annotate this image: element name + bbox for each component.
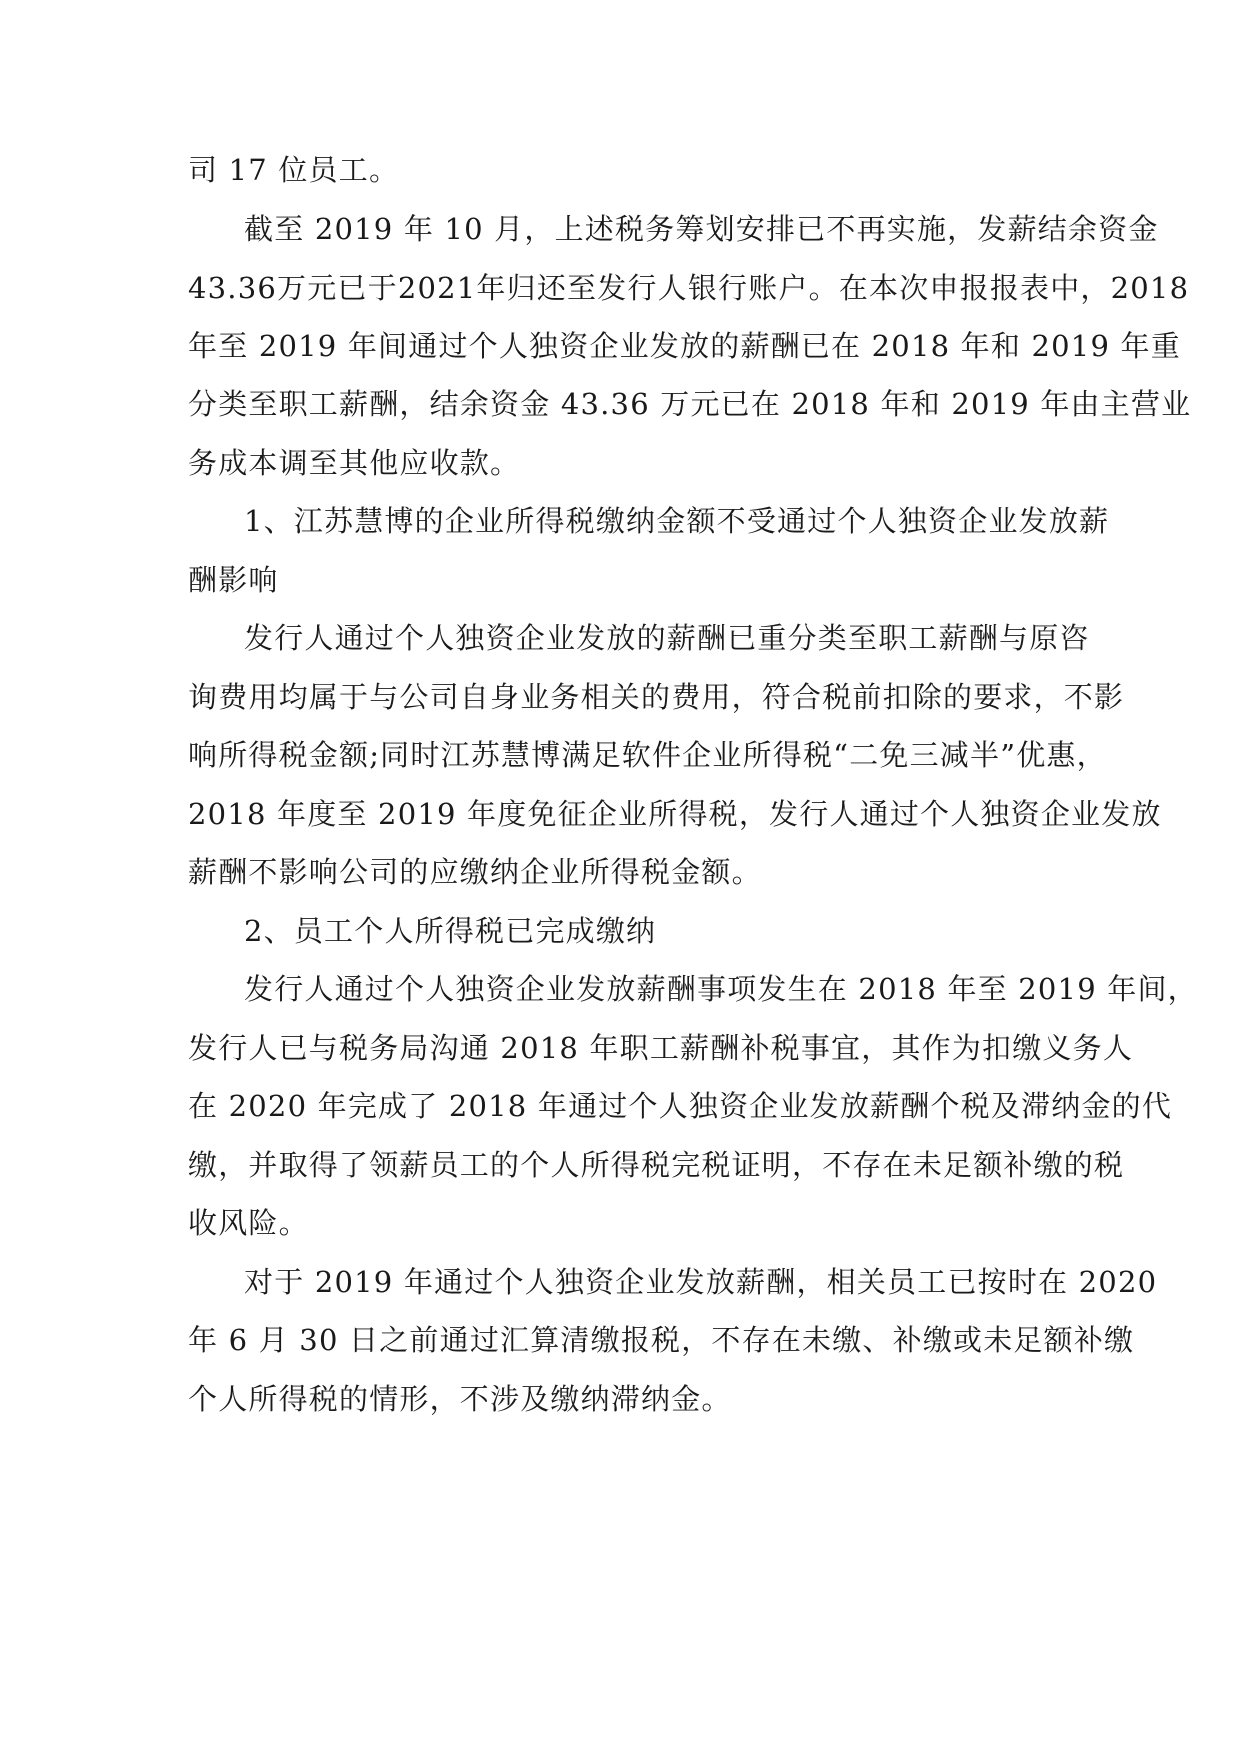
- text-line: 年 6 月 30 日之前通过汇算清缴报税，不存在未缴、补缴或未足额补缴: [188, 1323, 1135, 1357]
- text-line: 询费用均属于与公司自身业务相关的费用，符合税前扣除的要求，不影: [188, 680, 1125, 714]
- section-heading-1-continued: 酬影响: [188, 563, 279, 597]
- text-line: 缴，并取得了领薪员工的个人所得税完税证明，不存在未足额补缴的税: [188, 1148, 1125, 1182]
- text-line: 响所得税金额;同时江苏慧博满足软件企业所得税“二免三减半”优惠，: [188, 738, 1107, 772]
- section-heading-1: 1、江苏慧博的企业所得税缴纳金额不受通过个人独资企业发放薪: [244, 504, 1110, 538]
- text-line: 年至 2019 年间通过个人独资企业发放的薪酬已在 2018 年和 2019 年重: [188, 329, 1181, 363]
- section-heading-2: 2、员工个人所得税已完成缴纳: [244, 914, 657, 948]
- text-line: 个人所得税的情形，不涉及缴纳滞纳金。: [188, 1382, 732, 1416]
- paragraph-first-line: 截至 2019 年 10 月，上述税务筹划安排已不再实施，发薪结余资金: [244, 212, 1159, 246]
- text-line: 司 17 位员工。: [188, 153, 400, 187]
- text-line: 务成本调至其他应收款。: [188, 446, 521, 480]
- paragraph-first-line: 发行人通过个人独资企业发放薪酬事项发生在 2018 年至 2019 年间，: [244, 972, 1198, 1006]
- text-line: 薪酬不影响公司的应缴纳企业所得税金额。: [188, 855, 762, 889]
- text-line: 收风险。: [188, 1206, 309, 1240]
- text-line: 发行人已与税务局沟通 2018 年职工薪酬补税事宜，其作为扣缴义务人: [188, 1031, 1134, 1065]
- text-line: 43.36万元已于2021年归还至发行人银行账户。在本次申报报表中，2018: [188, 271, 1190, 305]
- paragraph-first-line: 发行人通过个人独资企业发放的薪酬已重分类至职工薪酬与原咨: [244, 621, 1090, 655]
- text-line: 在 2020 年完成了 2018 年通过个人独资企业发放薪酬个税及滞纳金的代: [188, 1089, 1173, 1123]
- text-line: 分类至职工薪酬，结余资金 43.36 万元已在 2018 年和 2019 年由主营业: [188, 387, 1192, 421]
- text-line: 2018 年度至 2019 年度免征企业所得税，发行人通过个人独资企业发放: [188, 797, 1162, 831]
- paragraph-first-line: 对于 2019 年通过个人独资企业发放薪酬，相关员工已按时在 2020: [244, 1265, 1158, 1299]
